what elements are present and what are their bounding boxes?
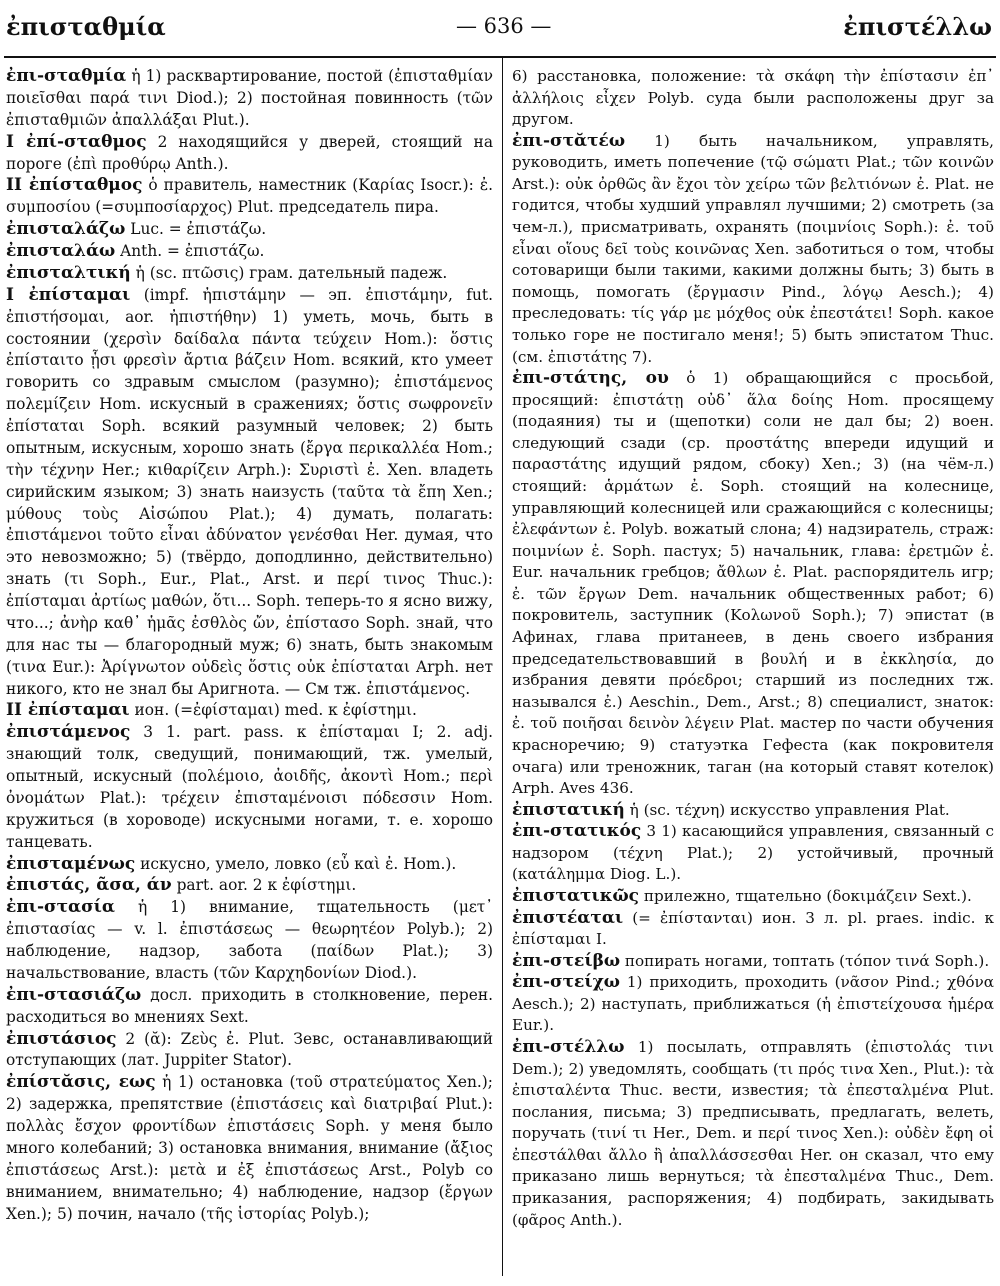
dictionary-entry — [6, 854, 493, 876]
entry-headword: II ἐπίσταθμος — [6, 175, 143, 196]
entry-headword: ἐπισταλάζω — [6, 219, 126, 240]
entry-definition: искусно, умело, ловко (εὖ καὶ ἐ. Hom.). — [135, 854, 457, 873]
left-running-headword: ἐπισταθμία — [6, 12, 166, 41]
left-column — [6, 66, 493, 1225]
entry-definition: ἡ 1) остановка (τοῦ στρατεύματος Xen.); 2) задержка, препятствие (ἐπιστάσεις καὶ διατριβαί Plut.): πολλὰς ἔσχον φροντίδων ἐπιστάσεις Soph. у меня было много колебаний; 3) остановка внимания, внимание (ἄξιος ἐπιστάσεως Arst.): μετὰ и ἐξ ἐπιστάσεως Arst., Polyb со вниманием, внимательно; 4) наблюдение, надзор (ἔργων Xen.); 5) почин, начало (τῆς ἱστορίας Polyb.); — [6, 1073, 493, 1223]
entry-headword: ἐπι-στατικός — [512, 821, 642, 842]
entry-headword: ἐπίστᾰσις, εως — [6, 1072, 156, 1093]
entry-definition: Luc. = ἐπιστάζω. — [125, 220, 267, 239]
page-number: — 636 — — [456, 14, 552, 38]
entry-definition: ἡ 1) расквартирование, постой (ἐπισταθμίαν ποιεῖσθαι παρά τινι Diod.); 2) постойная повинность (τῶν ἐπισταθμιῶν ἀπαλλάξαι Plut.). — [6, 67, 493, 129]
entry-headword: ἐπιστάσιος — [6, 1028, 117, 1049]
dictionary-entry — [6, 700, 493, 722]
entry-definition: ὁ 1) обращающийся с просьбой, просящий: ἐπιστάτῃ οὐδ᾽ ἅλα δοίης Hom. просящему (подаяния) ты и (щепотки) соли не дал бы; 2) воен. следующий сзади (ср. προστάτης впереди идущий и παραστάτης идущий рядом, сбоку) Xen.; 3) (на чём-л.) стоящий: ἁρμάτων ἐ. Soph. стоящий на колеснице, управляющий колесницей или сражающийся с колесницы; ἐλεφάντων ἐ. Polyb. вожатый слона; 4) надзиратель, страж: ποιμνίων ἐ. Soph. пастух; 5) начальник, глава: ἐρετμῶν ἐ. Eur. начальник гребцов; ἄθλων ἐ. Plat. распорядитель игр; ἐ. τῶν ἔργων Dem. начальник общественных работ; 6) покровитель, заступник (Κολωνοῦ Soph.); 7) эпистат (в Афинах, глава пританеев, в день своего избрания председательствовавший в βουλή и в ἐκκλησία, до избрания девяти πρόεδροι; старший из последних тж. назывался ἐ.) Aeschin., Dem., Arst.; 8) специалист, знаток: ἐ. τοῦ ποιῆσαι δεινὸν λέγειν Plat. мастер по части обучения красноречию; 9) статуэтка Гефеста (как покровителя очага) или треножник, таган (на который ставят котелок) Arph. Aves 436. — [512, 369, 994, 798]
entry-headword: ἐπιστατικῶς — [512, 885, 640, 906]
entry-headword: ἐπι-στέλλω — [512, 1037, 625, 1058]
dictionary-entry — [512, 1037, 994, 1231]
entry-headword: II ἐπίσταμαι — [6, 700, 130, 721]
dictionary-entry — [512, 66, 994, 131]
page-header — [0, 8, 1000, 48]
entry-definition: 3 1) касающийся управления, связанный с надзором (τέχνη Plat.); 2) устойчивый, прочный (κατάλημμα Diog. L.). — [512, 822, 994, 884]
dictionary-entry — [512, 908, 994, 951]
entry-definition: 2 находящийся у дверей, стоящий на пороге (ἐπὶ προθύρῳ Anth.). — [6, 132, 493, 173]
column-divider — [502, 58, 503, 1276]
entry-definition: 2 (ᾰ): Ζεὺς ἐ. Plut. Зевс, останавливающий отступающих (лат. Juppiter Stator). — [6, 1029, 493, 1070]
entry-headword: ἐπι-στείχω — [512, 972, 620, 993]
entry-headword: I ἐπί-σταθμος — [6, 131, 147, 152]
dictionary-entry — [6, 1029, 493, 1073]
entry-definition: прилежно, тщательно (δοκιμάζειν Sext.). — [639, 886, 972, 905]
dictionary-entry — [6, 241, 493, 263]
entry-definition: ὁ правитель, наместник (Καρίας Isocr.): ἐ. συμποσίου (=συμποσίαρχος) Plut. председатель пира. — [6, 176, 493, 217]
entry-definition: попирать ногами, топтать (τόπον τινά Soph.). — [620, 951, 990, 970]
entry-definition: 1) быть начальником, управлять, руководить, иметь попечение (τῷ σώματι Plat.; τῶν κοινῶν Arst.): οὐκ ὀρθῶς ἂν ἔχοι τὸν χείρω τῶν βελτιόνων ἐ. Plat. не годится, чтобы худший управлял лучшими; 2) смотреть (за чем-л.), присматривать, охранять (ποιμνίοις Soph.): ἐ. τοῦ εἶναι οἵους δεῖ τοὺς κοινῶνας Xen. заботиться о том, чтобы сотоварищи были такими, какими должны быть; 3) быть в помощь, помогать (ἔργμασιν Pind., λόγῳ Aesch.); 4) преследовать: τίς γάρ με μόχθος οὐκ ἐπεστάτει! Soph. какое только горе не постигало меня!; 5) быть эпистатом Thuc. (см. ἐπιστάτης 7). — [512, 131, 994, 366]
entry-definition: 1) посылать, отправлять (ἐπιστολάς τινι Dem.); 2) уведомлять, сообщать (τι πρός τινα Xen., Plut.): τὰ ἐπισταλέντα Thuc. вести, известия; τὰ ἐπεσταλμένα Plut. послания, письма; 3) предписывать, предлагать, велеть, поручать (τινί τι Her., Dem. и περί τινος Xen.): οὐδὲν ἔφη οἱ ἐπεστάλθαι ἄλλο ἢ ἀπαλλάσσεσθαι Her. он сказал, что ему приказано лишь вернуться; τὰ ἐπεσταλμένα Thuc., Dem. приказания, распоряжения; 4) подбирать, закидывать (φᾶρος Anth.). — [512, 1038, 994, 1229]
entry-headword: ἐπι-στασιάζω — [6, 984, 142, 1005]
dictionary-entry — [6, 66, 493, 132]
entry-definition: (= ἐπίστανται) ион. 3 л. pl. praes. indic. к ἐπίσταμαι I. — [512, 908, 994, 949]
dictionary-entry — [6, 132, 493, 176]
header-rule — [4, 56, 996, 58]
entry-definition: 1) приходить, проходить (νᾶσον Pind.; χθόνα Aesch.); 2) наступать, приближаться (ἡ ἐπιστείχουσα ἡμέρα Eur.). — [512, 973, 994, 1035]
dictionary-entry — [512, 800, 994, 822]
dictionary-entry — [6, 219, 493, 241]
entry-headword: ἐπιστάς, ᾶσα, άν — [6, 875, 172, 896]
entry-definition: ἡ 1) внимание, тщательность (μετ᾽ ἐπιστασίας — v. l. ἐπιστάσεως — θεωρητέον Polyb.); 2) наблюдение, надзор, забота (παίδων Plat.); 3) начальствование, власть (τῶν Καρχηδονίων Diod.). — [6, 898, 493, 982]
entry-definition: Anth. = ἐπιστάζω. — [115, 242, 265, 260]
dictionary-entry — [512, 886, 994, 908]
entry-headword: ἐπισταλτική — [6, 262, 131, 283]
entry-headword: ἐπι-στάτης, ου — [512, 368, 669, 389]
entry-headword: ἐπισταλάω — [6, 241, 116, 261]
dictionary-entry — [6, 897, 493, 985]
entry-headword: ἐπι-στασία — [6, 897, 115, 918]
entry-definition: (impf. ἠπιστάμην — эп. ἐπιστάμην, fut. ἐπιστήσομαι, aor. ἠπιστήθην) 1) уметь, мочь, быть в состоянии (χερσὶν δαίδαλα πάντα τεύχειν Hom.): ὅστις ἐπίσταιτο ᾗσι φρεσὶν ἄρτια βάζειν Hom. всякий, кто умеет говорить со здравым смыслом (разумно); ἐπιστάμενος πολεμίζειν Hom. искусный в сражениях; ὅστις σωφρονεῖν ἐπίσταται Soph. всякий разумный человек; 2) быть опытным, искусным, хорошо знать (ἔργα περικαλλέα Hom.; τὴν τέχνην Her.; κιθαρίζειν Arph.): Συριστὶ ἐ. Xen. владеть сирийским языком; 3) знать наизусть (ταῦτα τὰ ἔπη Xen.; μύθους τοὺς Αἰσώπου Plat.); 4) думать, полагать: ἐπιστάμενοι τοῦτο εἶναι ἀδύνατον γενέσθαι Her. думая, что это невозможно; 5) (твёрдо, доподлинно, действительно) знать (τι Soph., Eur., Plat., Arst. и περί τινος Thuc.): ἐπίσταμαι ἀρτίως μαθών, ὅτι... Soph. теперь-то я ясно вижу, что...; ἀνὴρ καθ᾽ ἡμᾶς ἐσθλὸς ὤν, ἐπίστασο Soph. знай, что для нас ты — благородный муж; 6) знать, быть знакомым (τινα Eur.): Ἀρίγνωτον οὐδεὶς ὅστις οὐκ ἐπίσταται Arph. нет никого, кто не знал бы Аригнота. — См тж. ἐπιστάμενος. — [6, 285, 493, 698]
dictionary-entry — [6, 285, 493, 701]
dictionary-entry — [6, 722, 493, 853]
dictionary-entry — [6, 1072, 493, 1225]
dictionary-entry — [512, 368, 994, 800]
entry-definition: 6) расстановка, положение: τὰ σκάφη τὴν ἐπίστασιν ἐπ᾽ ἀλλήλοις εἶχεν Polyb. суда были расположены друг за другом. — [512, 67, 994, 129]
entry-definition: досл. приходить в столкновение, перен. расходиться во мнениях Sext. — [6, 985, 493, 1026]
dictionary-entry — [6, 175, 493, 219]
entry-headword: ἐπισταμένως — [6, 853, 136, 874]
entry-headword: ἐπι-στείβω — [512, 950, 621, 971]
entry-headword: ἐπιστατική — [512, 799, 625, 820]
entry-definition: part. aor. 2 к ἐφίστημι. — [171, 876, 357, 895]
entry-headword: ἐπιστέαται — [512, 907, 624, 928]
dictionary-entry — [6, 985, 493, 1029]
dictionary-entry — [512, 951, 994, 973]
entry-headword: ἐπι-στᾰτέω — [512, 130, 626, 151]
dictionary-entry — [6, 263, 493, 285]
entry-definition: ион. (=ἐφίσταμαι) med. к ἐφίστημι. — [129, 701, 417, 720]
entry-headword: I ἐπίσταμαι — [6, 284, 131, 305]
dictionary-entry — [6, 875, 493, 897]
entry-definition: ἡ (sc. τέχνη) искусство управления Plat. — [624, 800, 950, 819]
entry-headword: ἐπιστάμενος — [6, 722, 131, 743]
dictionary-entry — [512, 821, 994, 886]
right-running-headword: ἐπιστέλλω — [843, 12, 992, 41]
dictionary-entry — [512, 131, 994, 368]
entry-headword: ἐπι-σταθμία — [6, 66, 127, 86]
entry-definition: ἡ (sc. πτῶσις) грам. дательный падеж. — [130, 263, 448, 282]
right-column — [512, 66, 994, 1231]
dictionary-entry — [512, 972, 994, 1037]
entry-definition: 3 1. part. pass. к ἐπίσταμαι I; 2. adj. знающий толк, сведущий, понимающий, тж. умелый, опытный, искусный (πολέμοιο, ἀοιδῆς, ἀκοντὶ Hom.; περὶ ὀνομάτων Plat.): τρέχειν ἐπισταμένοισι πόδεσσιν Hom. кружиться (в хороводе) искусными ногами, т. е. хорошо танцевать. — [6, 723, 493, 851]
